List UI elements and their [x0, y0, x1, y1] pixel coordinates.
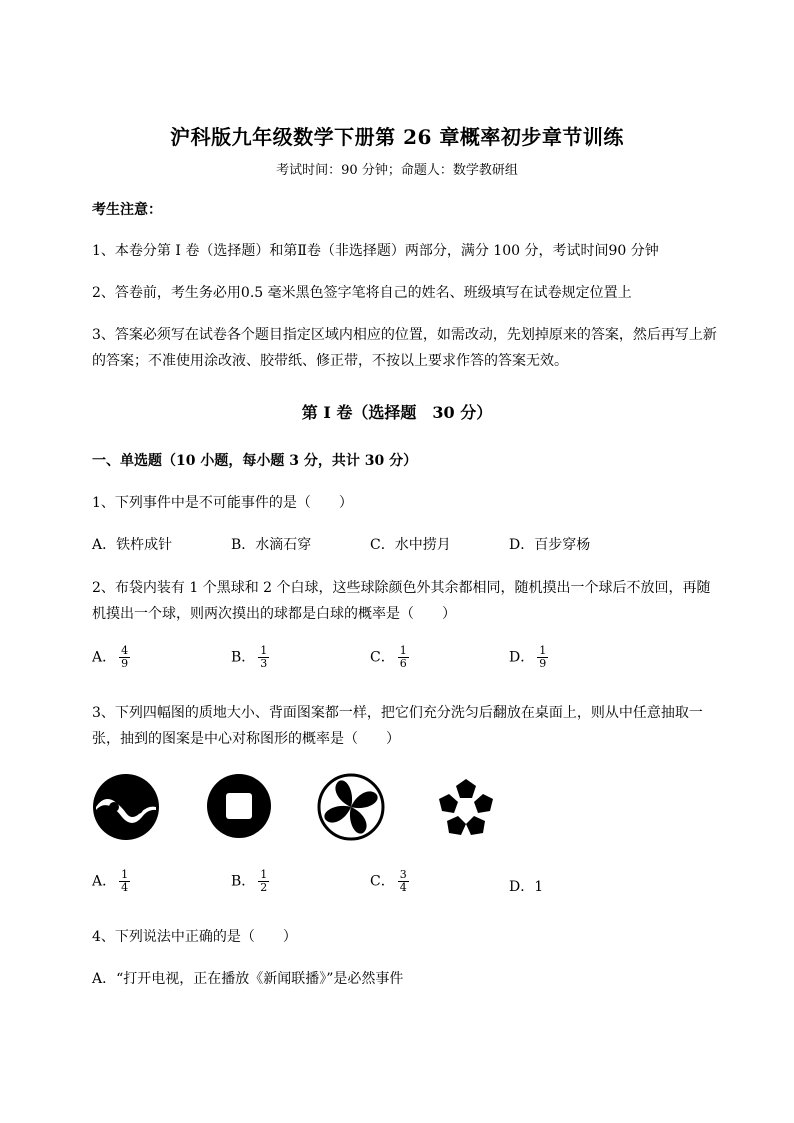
exam-subtitle: 考试时间：90 分钟；命题人：数学教研组: [276, 163, 518, 178]
fraction: $\frac{1}{9}$: [539, 644, 547, 670]
notice-item-3: 3、答案必须写在试卷各个题目指定区域内相应的位置，如需改动，先划掉原来的答案，然后再写上新: [92, 327, 717, 343]
coin-square-icon: [206, 773, 272, 839]
page-title: 沪科版九年级数学下册第 26 章概率初步章节训练: [170, 125, 624, 149]
four-petal-circle-icon: [317, 773, 385, 841]
q3-option-c-label: C．: [370, 873, 395, 890]
q2-option-a: [92, 645, 130, 670]
q3-option-c: [370, 869, 409, 894]
notice-item-3-cont: 的答案；不准使用涂改液、胶带纸、修正带，不按以上要求作答的答案无效。: [92, 353, 568, 369]
q2-stem-line1: 2、布袋内装有 1 个黑球和 2 个白球，这些球除颜色外其余都相同，随机摸出一个球后不放回，再随: [92, 580, 711, 596]
fraction: $\frac{1}{2}$: [260, 868, 268, 894]
q4-stem: 4、下列说法中正确的是（ ）: [92, 929, 297, 945]
q1-option-b: B．水滴石穿: [231, 537, 312, 553]
q2-option-c: [370, 645, 409, 670]
notice-item-2: 2、答卷前，考生务必用0.5 毫米黑色签字笔将自己的姓名、班级填写在试卷规定位置上: [92, 285, 632, 301]
fraction: $\frac{1}{3}$: [260, 644, 268, 670]
q4-option-a: A．“打开电视，正在播放《新闻联播》”是必然事件: [92, 971, 404, 987]
q2-stem-line2: 机摸出一个球，则两次摸出的球都是白球的概率是（ ）: [92, 606, 456, 622]
pentagon-flower-icon: [433, 775, 499, 841]
q3-stem-line2: 张，抽到的图案是中心对称图形的概率是（ ）: [92, 731, 400, 747]
fraction: $\frac{1}{4}$: [121, 868, 129, 894]
section-title: 第 I 卷（选择题 30 分）: [301, 403, 493, 422]
q2-option-c-label: C．: [370, 649, 395, 666]
q2-option-d-label: D．: [509, 649, 535, 666]
q2-option-b-label: B．: [231, 649, 256, 666]
notice-item-1: 1、本卷分第 I 卷（选择题）和第Ⅱ卷（非选择题）两部分，满分 100 分，考试时间90 分钟: [92, 243, 659, 259]
q1-option-a: A．铁杵成针: [92, 537, 173, 553]
q3-option-a: [92, 869, 130, 894]
q1-option-d: D．百步穿杨: [509, 537, 591, 553]
part-heading: 一、单选题（10 小题，每小题 3 分，共计 30 分）: [92, 453, 418, 469]
pattern-wave-icon: [92, 773, 160, 841]
q2-option-d: [509, 645, 548, 670]
q3-stem-line1: 3、下列四幅图的质地大小、背面图案都一样，把它们充分洗匀后翻放在桌面上，则从中任意抽取一: [92, 705, 703, 721]
q3-option-a-label: A．: [92, 873, 117, 890]
q3-option-d: D．1: [509, 879, 544, 895]
notice-heading: 考生注意：: [92, 202, 162, 218]
fraction: $\frac{3}{4}$: [399, 868, 407, 894]
q2-option-a-label: A．: [92, 649, 117, 666]
fraction: $\frac{4}{9}$: [121, 644, 129, 670]
q1-stem: 1、下列事件中是不可能事件的是（ ）: [92, 495, 353, 511]
q2-option-b: [231, 645, 269, 670]
q3-option-b-label: B．: [231, 873, 256, 890]
q3-option-b: [231, 869, 269, 894]
fraction: $\frac{1}{6}$: [399, 644, 407, 670]
q1-option-c: C．水中捞月: [370, 537, 451, 553]
